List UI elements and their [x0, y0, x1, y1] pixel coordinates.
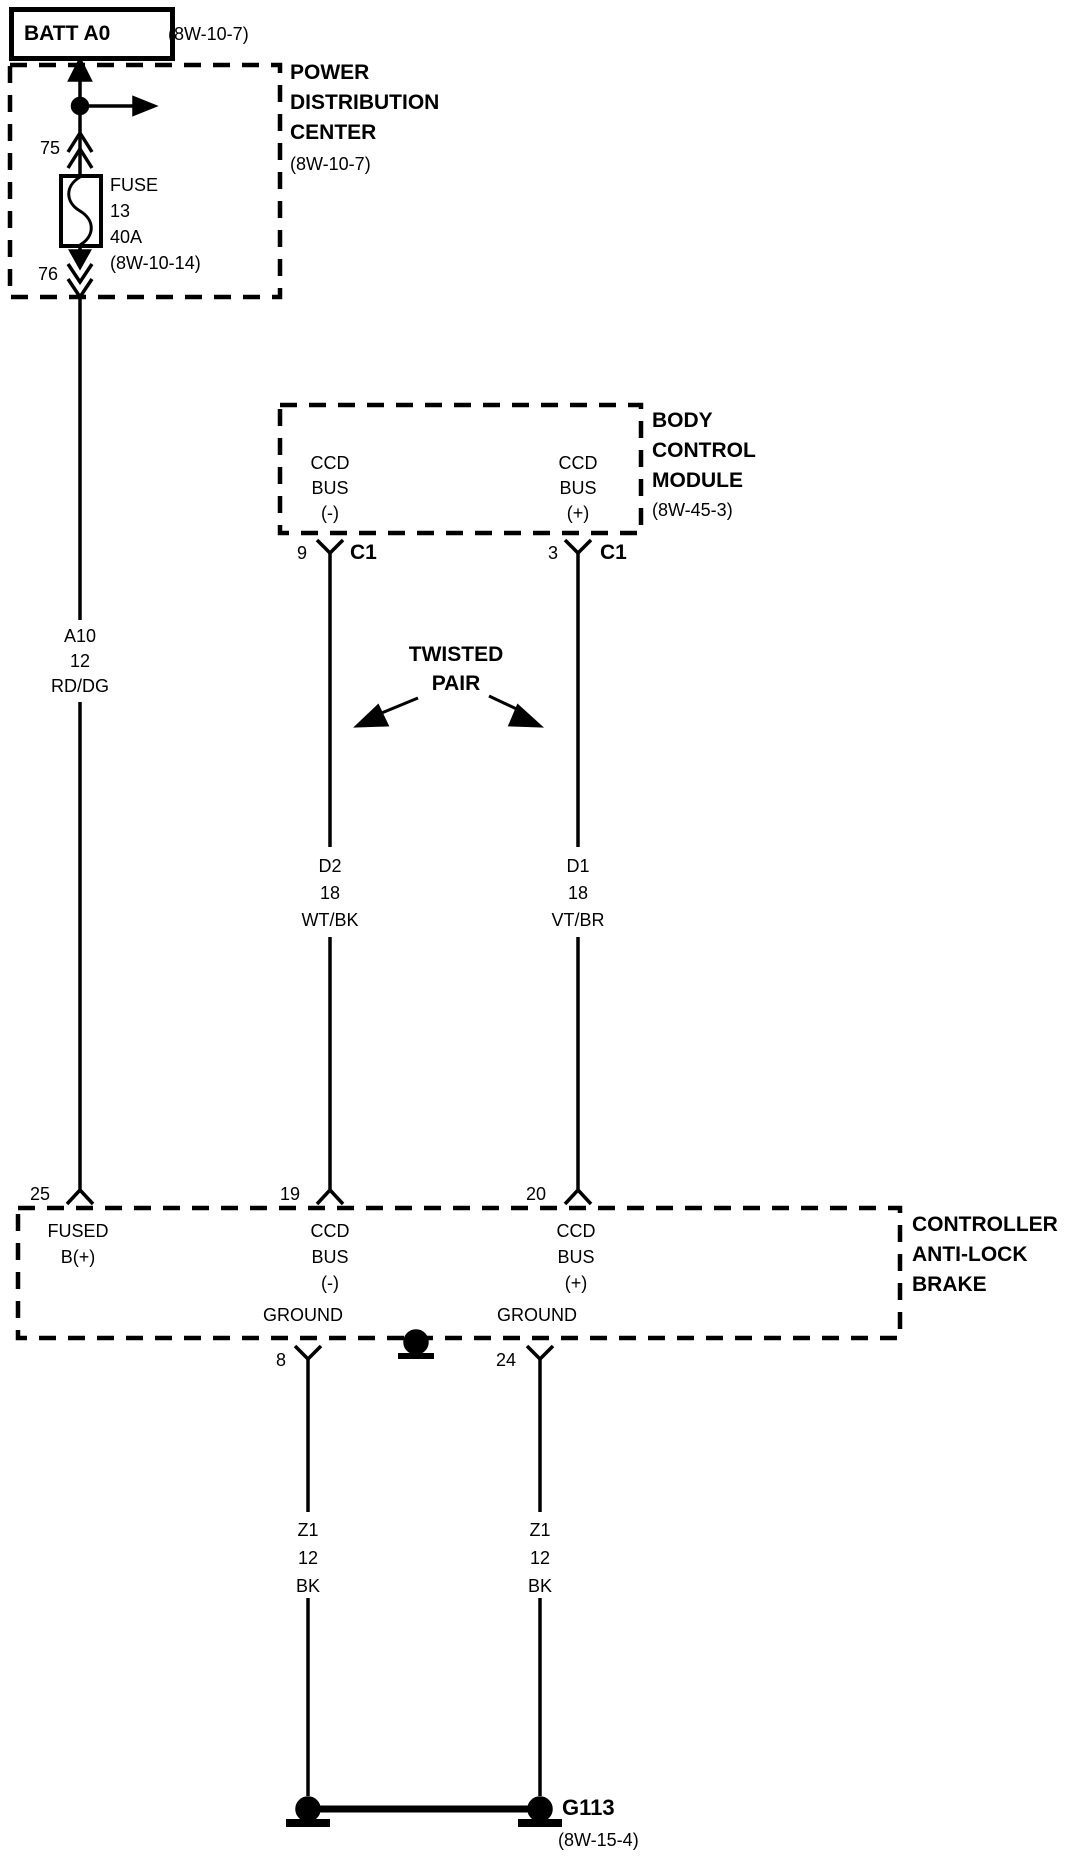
bcm-title-line: BODY: [652, 409, 713, 432]
bcm-pin-3-number: 3: [548, 543, 559, 563]
twisted-pair-note: TWISTED PAIR: [408, 643, 504, 695]
fuse-number: 13: [110, 201, 131, 221]
bcm-ref: (8W-45-3): [652, 500, 733, 520]
bcm-title-line: CONTROL: [652, 439, 756, 462]
batt-feed-ref: (8W-10-7): [168, 24, 249, 44]
pin-20-connector-icon: [565, 1180, 591, 1204]
wire-label-d2: D2 18 WT/BK: [301, 856, 359, 930]
ground-g113-label: G113: [562, 1795, 615, 1820]
cab-pin-19-number: 19: [280, 1184, 301, 1204]
cab-pin-24-number: 24: [496, 1350, 517, 1370]
wire-label-z1-left: Z1 12 BK: [295, 1520, 321, 1596]
pin-24-connector-icon: [527, 1346, 553, 1378]
cab-ccd-pos-label: CCD BUS (+): [556, 1221, 596, 1293]
bcm-ccd-pos-label: CCD BUS (+): [558, 453, 598, 523]
pin-25-connector-icon: [67, 1180, 93, 1204]
batt-feed-box: [9, 7, 175, 61]
cab-box: [18, 1208, 900, 1338]
pdc-ref: (8W-10-7): [290, 154, 371, 174]
wire-circuit: A10: [63, 626, 97, 646]
connector-75-number: 75: [40, 138, 61, 158]
bcm-ccd-neg-label: CCD BUS (-): [310, 453, 350, 523]
fuse-ref: (8W-10-14): [110, 253, 201, 273]
bcm-connector-c1-right: C1: [600, 541, 627, 564]
cab-pin-25-number: 25: [30, 1184, 51, 1204]
connector-76-number: 76: [38, 264, 59, 284]
fuse-label: [110, 172, 201, 276]
wire-color: RD/DG: [51, 676, 109, 696]
connector-76-icon: [68, 251, 92, 297]
pdc-title: [290, 58, 439, 148]
wire-label-d1: D1 18 VT/BR: [551, 856, 605, 930]
cab-pin-20-number: 20: [526, 1184, 547, 1204]
pdc-title-line: CENTER: [290, 121, 377, 144]
fuse-13-symbol: [61, 176, 101, 246]
cab-ground-right-label: GROUND: [497, 1305, 577, 1325]
cab-ground-left-label: GROUND: [263, 1305, 343, 1325]
cab-pin-8-number: 8: [276, 1350, 287, 1370]
bcm-pin-9-number: 9: [297, 543, 308, 563]
cab-title: CONTROLLER ANTI-LOCK BRAKE: [912, 1213, 1058, 1296]
twisted-pair-arrows-icon: [357, 696, 540, 726]
fuse-rating: 40A: [110, 227, 143, 247]
ground-g113-ref: (8W-15-4): [558, 1830, 639, 1850]
fuse-name: FUSE: [110, 175, 159, 195]
pdc-title-line: POWER: [290, 61, 370, 84]
cab-ccd-neg-label: CCD BUS (-): [310, 1221, 350, 1293]
batt-feed-label: BATT A0: [24, 22, 111, 45]
bcm-title: [652, 406, 756, 496]
branch-arrow-icon: [80, 98, 154, 114]
pin-9-connector-icon: [317, 540, 343, 568]
wire-label-z1-right: Z1 12 BK: [527, 1520, 553, 1596]
pin-19-connector-icon: [317, 1180, 343, 1204]
pdc-title-line: DISTRIBUTION: [290, 91, 440, 114]
pin-8-connector-icon: [295, 1346, 321, 1378]
cab-case-ground-icon: [398, 1331, 434, 1356]
bcm-connector-c1-left: C1: [350, 541, 377, 564]
bcm-title-line: MODULE: [652, 469, 743, 492]
cab-fused-label: FUSED B(+): [47, 1221, 109, 1267]
pin-3-connector-icon: [565, 540, 591, 568]
wire-gauge: 12: [69, 651, 91, 671]
wire-label-a10: [51, 624, 109, 699]
